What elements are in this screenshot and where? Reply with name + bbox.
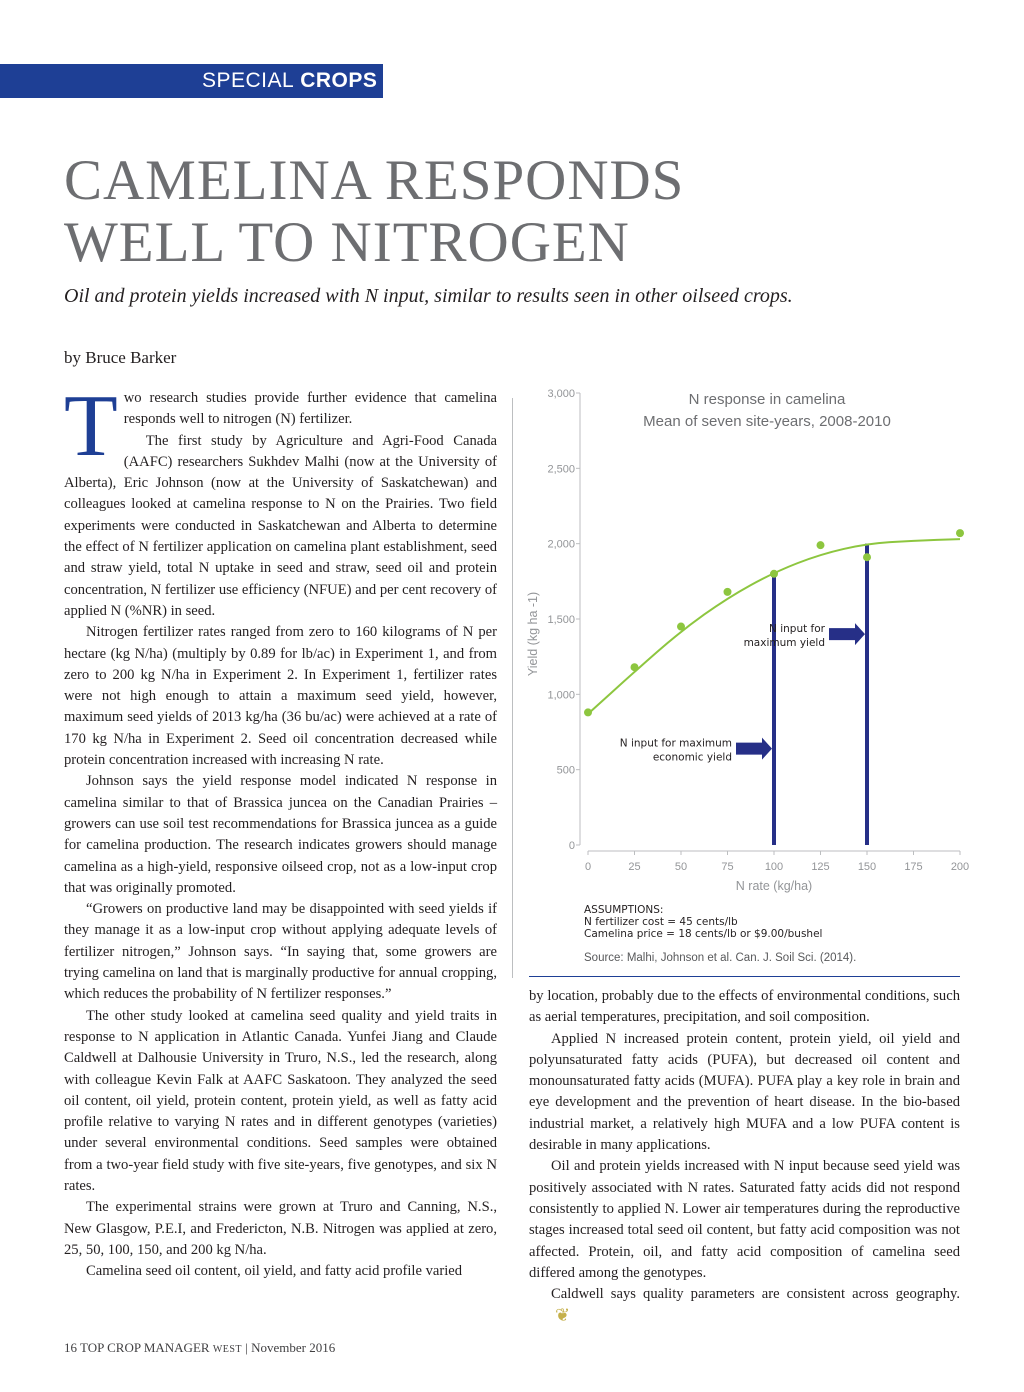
y-tick-label: 1,000 xyxy=(547,689,575,702)
x-tick-label: 25 xyxy=(628,861,641,873)
assumptions-heading: ASSUMPTIONS: xyxy=(584,904,664,916)
section-banner xyxy=(0,64,383,98)
y-tick-label: 2,000 xyxy=(547,538,575,551)
assumptions-line: Camelina price = 18 cents/lb or $9.00/bushel xyxy=(584,928,823,940)
section-label xyxy=(202,64,377,98)
byline: by Bruce Barker xyxy=(64,348,177,367)
section-label-light: SPECIAL xyxy=(202,69,295,92)
drop-cap: T xyxy=(64,378,118,475)
data-point xyxy=(631,663,639,671)
data-point xyxy=(863,553,871,561)
title-line-2: WELL TO NITROGEN xyxy=(64,211,630,274)
page-number: 16 xyxy=(64,1340,77,1355)
y-tick-label: 500 xyxy=(556,764,575,777)
arrow-icon xyxy=(829,623,865,645)
paragraph: Johnson says the yield response model indicated N response in camelina similar to that of Brassica juncea on the Canadian Prairies – growers can use soil test recommendations for Brassica juncea as a guide for camelina production. The research indicates growers should manage camelina as a high-yield, responsive oilseed crop, not as a low-input crop that was originally promoted. xyxy=(64,773,497,896)
x-tick-label: 50 xyxy=(674,861,688,873)
magazine-edition: WEST xyxy=(212,1344,243,1355)
data-point xyxy=(677,623,685,631)
paragraph xyxy=(529,1284,960,1329)
assumptions-box xyxy=(584,904,822,940)
article-title xyxy=(64,150,964,274)
x-tick-label: 175 xyxy=(904,861,923,873)
paragraph: by location, probably due to the effects of environmental conditions, such as aerial temperatures, precipitation, and soil composition. xyxy=(529,988,960,1026)
paragraph: Nitrogen fertilizer rates ranged from zero to 160 kilograms of N per hectare (kg N/ha) (multiply by 0.89 for lb/ac) in Experiment 1, and from zero to 200 kg N/ha in Experiment 2. In Experiment 1, fertilizer rates were not high enough to attain a maximum seed yield, however, maximum seed yields of 2013 kg/ha (36 bu/ac) were achieved at a rate of 170 kg N/ha in Experiment 2. Seed oil concentration decreased while protein concentration increased with increasing N rate. xyxy=(64,624,497,769)
data-point xyxy=(956,529,964,537)
paragraph-text: Caldwell says quality parameters are consistent across geography. xyxy=(551,1286,960,1303)
marker-label: maximum yield xyxy=(743,637,825,650)
x-tick-label: 0 xyxy=(584,861,592,873)
title-line-1: CAMELINA RESPONDS xyxy=(64,149,685,212)
maple-leaf-icon: ❦ xyxy=(555,1305,571,1326)
x-axis-label: N rate (kg/ha) xyxy=(735,879,813,893)
paragraph: Camelina seed oil content, oil yield, and fatty acid profile varied xyxy=(86,1263,463,1280)
paragraph: Oil and protein yields increased with N input because seed yield was positively associated with N rates. Saturated fatty acids did not respond consistently to applied N. Lower air temperatures during the reproductive stages increased total seed oil content, but fatty acid composition was not affected. Protein, oil, and fatty acid composition of camelina seed differed among the genotypes. xyxy=(529,1158,960,1281)
data-point xyxy=(770,570,778,578)
issue-date: November 2016 xyxy=(251,1340,336,1355)
x-tick-label: 100 xyxy=(764,861,784,873)
paragraph: “Growers on productive land may be disappointed with seed yields if they manage it as a low-input crop without applying adequate levels of fertilizer nitrogen,” Johnson says. “In saying that, some growers are trying camelina on land that is marginally productive for annual cropping, which reduces the probability of N fertilizer responses.” xyxy=(64,901,497,1003)
x-tick-label: 150 xyxy=(857,861,877,873)
y-tick-label: 2,500 xyxy=(547,463,575,476)
chart-svg xyxy=(515,380,975,980)
paragraph-text: wo research studies provide further evidence that camelina responds well to nitrogen (N) fertilizer. xyxy=(123,390,497,428)
chart-title: N response in camelina xyxy=(688,391,846,408)
x-tick-label: 75 xyxy=(721,861,734,873)
section-label-bold: CROPS xyxy=(300,69,378,92)
marker-label: economic yield xyxy=(652,751,732,764)
y-axis-label: Yield (kg ha -1) xyxy=(526,591,540,677)
chart-subtitle: Mean of seven site-years, 2008-2010 xyxy=(643,413,891,430)
page-footer xyxy=(64,1340,335,1356)
footer-separator: | xyxy=(245,1340,248,1355)
arrow-icon xyxy=(736,738,772,760)
y-tick-label: 0 xyxy=(568,840,575,852)
data-point xyxy=(724,588,732,596)
paragraph: The experimental strains were grown at Truro and Canning, N.S., New Glasgow, P.E.I, and Fredericton, N.B. Nitrogen was applied at zero, 25, 50, 100, 150, and 200 kg N/ha. xyxy=(64,1199,497,1258)
paragraph: Applied N increased protein content, protein yield, oil yield and polyunsaturated fatty acids (PUFA), but decreased oil content and monounsaturated fatty acids (MUFA). PUFA play a key role in brain and eye development and the prevention of heart disease. In the bio-based industrial market, a relatively high MUFA and a low PUFA content is desirable in many applications. xyxy=(529,1030,960,1154)
chart-source: Source: Malhi, Johnson et al. Can. J. Soil Sci. (2014). xyxy=(584,952,857,964)
n-response-chart xyxy=(515,380,975,980)
column-divider xyxy=(512,398,513,978)
right-column xyxy=(529,986,960,1329)
chart-divider xyxy=(529,976,960,977)
marker-label: N input for maximum xyxy=(619,737,732,750)
assumptions-line: N fertilizer cost = 45 cents/lb xyxy=(584,916,738,928)
x-tick-label: 125 xyxy=(811,861,830,873)
marker-label: N input for xyxy=(769,623,825,636)
data-point xyxy=(817,541,825,549)
data-point xyxy=(584,708,592,716)
y-tick-label: 3,000 xyxy=(547,388,575,400)
x-tick-label: 200 xyxy=(950,861,970,873)
left-column xyxy=(64,378,497,1282)
paragraph: The other study looked at camelina seed quality and yield traits in response to N application in Atlantic Canada. Yunfei Jiang and Claude Caldwell at Dalhousie University in Truro, N.S., led the research, along with colleague Kevin Falk at AAFC Saskatoon. They analyzed the seed oil content, oil yield, protein content, protein yield, as well as fatty acid profile relative to varying N rates and in different genotypes (varieties) under several environmental conditions. Seed samples were obtained from a two-year field study with five site-years, five genotypes, and six N rates. xyxy=(64,1007,497,1194)
article-subtitle: Oil and protein yields increased with N input, similar to results seen in other oilseed crops. xyxy=(64,285,793,307)
magazine-name: TOP CROP MANAGER xyxy=(80,1340,210,1355)
paragraph: The first study by Agriculture and Agri-Food Canada (AAFC) researchers Sukhdev Malhi (now at the University of Alberta), Eric Johnson (now at the University of Saskatchewan) and colleagues looked at camelina response to N on the Prairies. Two field experiments were conducted in Saskatchewan and Alberta to determine the effect of N fertilizer application on camelina plant establishment, seed and straw yield, total N uptake in seed and straw, seed oil and protein concentration, N fertilizer use efficiency (NFUE) and per cent recovery of applied N (%NR) in seed. xyxy=(64,432,497,619)
y-tick-label: 1,500 xyxy=(547,614,575,626)
paragraph xyxy=(64,378,497,475)
